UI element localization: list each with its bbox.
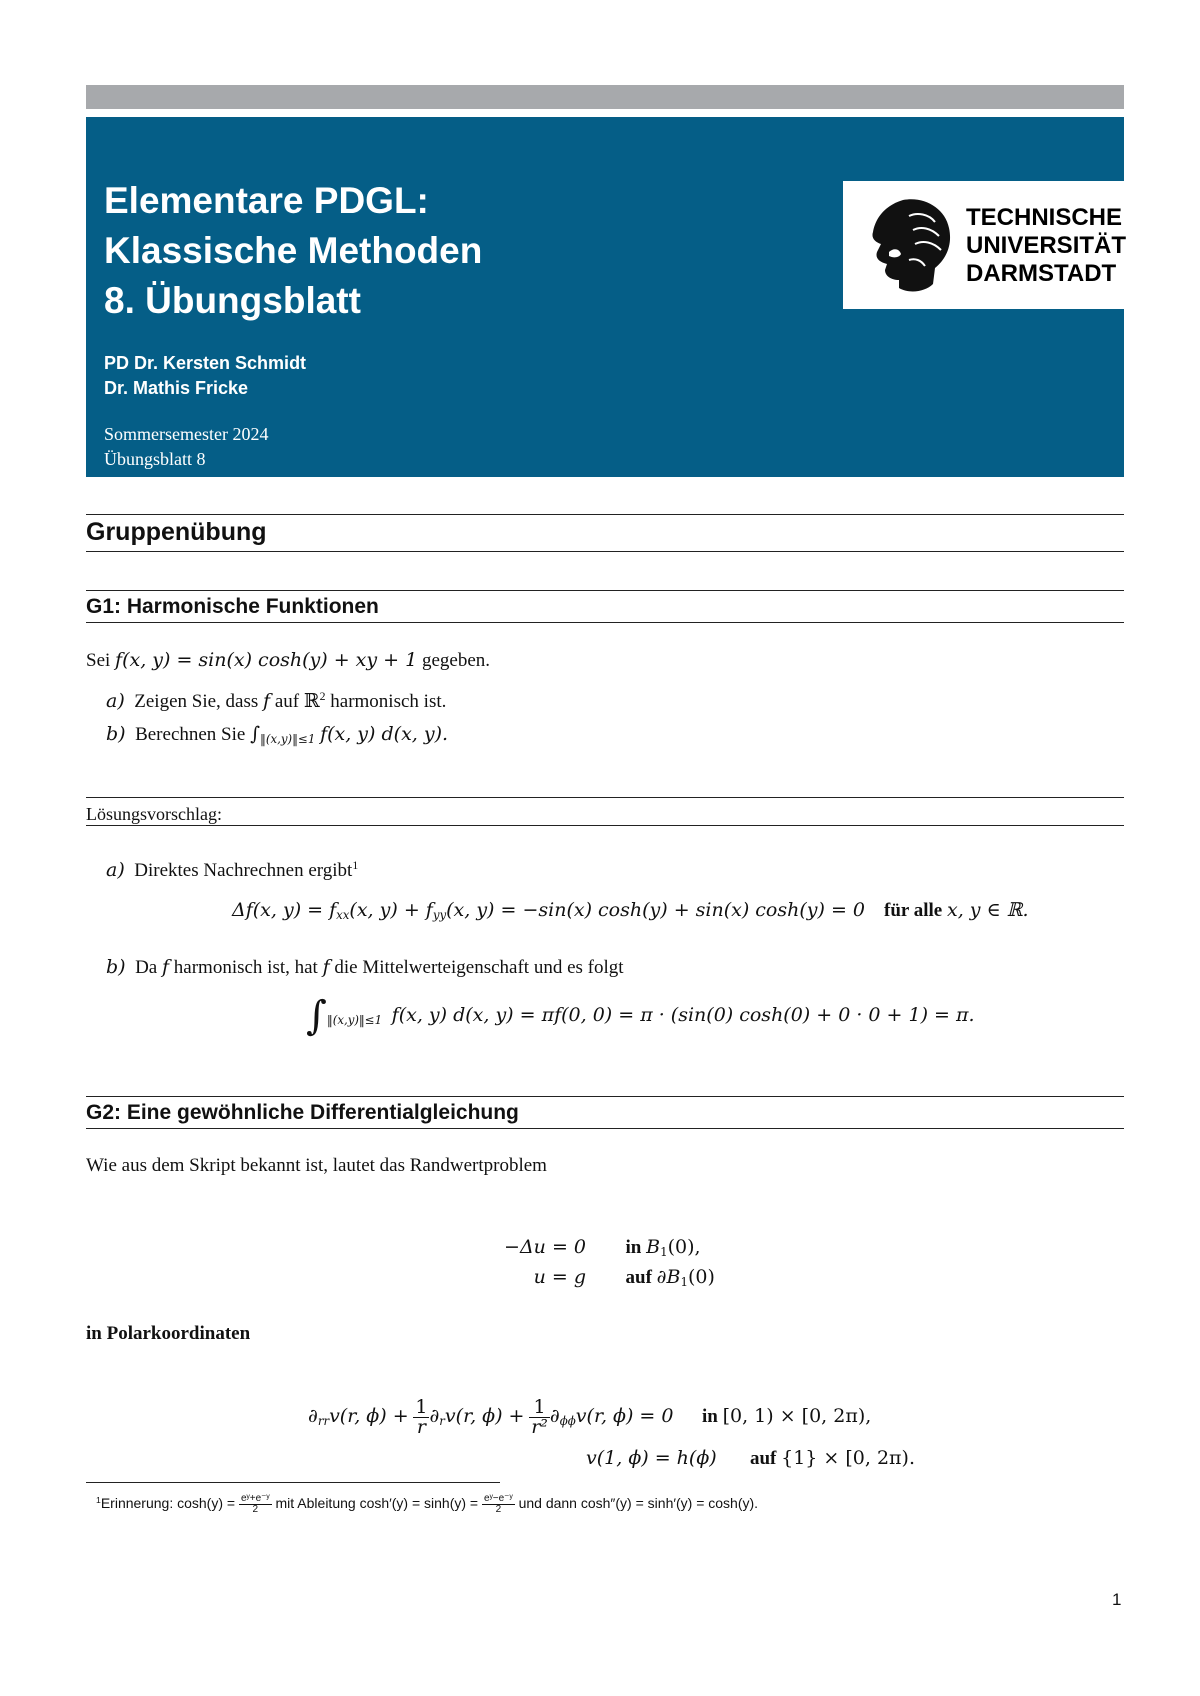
item-label: a) <box>106 690 125 713</box>
solution-label: Lösungsvorschlag: <box>86 804 222 824</box>
item-label: a) <box>106 859 125 882</box>
math-formula: f(x, y) = sin(x) cosh(y) + xy + 1 <box>115 649 418 671</box>
fraction: $\frac{\text{eʸ+e⁻ʸ}}{2}$ <box>240 1493 270 1515</box>
author-2: Dr. Mathis Fricke <box>104 378 249 398</box>
header-top-bar <box>86 85 1124 109</box>
bvp-equation-1: −Δu = 0 in $B_1(0)$, <box>504 1236 701 1259</box>
logo-line-1: TECHNISCHE <box>966 204 1123 231</box>
laplace-equation: Δf(x, $y) = f_{xx}(x$, $y) + f_{yy}(x$, y) = −sin(x) cosh(y) + sin(x) cosh(y) = 0 für alle x, y ∈ ℝ. <box>232 899 1029 922</box>
g1-intro: Sei f(x, y) = sin(x) cosh(y) + xy + 1 gegeben. <box>86 649 491 671</box>
fraction: $\frac{1}{\text{r²}}$ <box>531 1396 548 1438</box>
rule <box>86 1096 1124 1097</box>
polar-equation-2: v(1, ϕ) = h(ϕ) auf {1} × [0, 2π). <box>586 1447 915 1469</box>
footnote-mark: 1 <box>352 859 359 872</box>
author-1: PD Dr. Kersten Schmidt <box>104 353 307 373</box>
solution-part-b: b) Da f harmonisch ist, hat f die Mittelwerteigenschaft und es folgt <box>106 956 624 978</box>
rule <box>86 622 1124 623</box>
title-line-1: Elementare PDGL: <box>104 180 429 221</box>
rule <box>86 825 1124 826</box>
athena-head-icon <box>869 196 957 294</box>
g1-title: G1: Harmonische Funktionen <box>86 595 379 618</box>
logo-line-3: DARMSTADT <box>966 260 1117 287</box>
page-number: 1 <box>1112 1590 1122 1609</box>
rule <box>86 590 1124 591</box>
g1-part-a: a) Zeigen Sie, dass f auf ℝ$^2$ harmonisch ist. <box>106 690 447 713</box>
solution-part-a: a) Direktes Nachrechnen ergibt$^1$ <box>106 859 359 882</box>
footnote-mark: 1 <box>96 1495 101 1505</box>
bvp-equation-2: u = g auf $\partial B_1(0)$ <box>533 1266 715 1289</box>
item-label: b) <box>106 956 126 978</box>
university-name <box>966 204 1126 288</box>
item-label: b) <box>106 723 126 745</box>
semester: Sommersemester 2024 <box>104 424 269 444</box>
g1-part-b: b) Berechnen Sie $\int_{‖(x,y)‖\le 1}$ f(x, y) d(x, y). <box>106 723 449 746</box>
semester-info <box>104 422 268 472</box>
rule <box>86 1128 1124 1129</box>
fraction: $\frac{1}{r}$ <box>415 1396 428 1438</box>
polar-label: in Polarkoordinaten <box>86 1323 251 1344</box>
polar-equation-1: $\partial_{rr}v(r$, ϕ) + $\frac{1}{r}$ $\partial_rv(r$, ϕ) + $\frac{1}{\text{r²}}$ $\partial_{\phi\phi}v(r$, ϕ) = 0 in [0, 1) × [0, 2π), <box>308 1396 872 1438</box>
authors <box>104 351 306 401</box>
g2-title: G2: Eine gewöhnliche Differentialgleichung <box>86 1101 519 1124</box>
title-line-2: Klassische Methoden <box>104 230 483 271</box>
logo-line-2: UNIVERSITÄT <box>966 232 1127 259</box>
title-line-3: 8. Übungsblatt <box>104 280 361 321</box>
rule <box>86 551 1124 552</box>
g2-intro: Wie aus dem Skript bekannt ist, lautet das Randwertproblem <box>86 1155 547 1176</box>
footnote: $^1$Erinnerung: cosh(y) = $\frac{\text{eʸ+e⁻ʸ}}{2}$ mit Ableitung cosh′(y) = sinh(y) = $\frac{\text{eʸ−e⁻ʸ}}{2}$ und dann cosh″(y) = sinh′(y) = cosh(y). <box>96 1493 759 1515</box>
sheet-number: Übungsblatt 8 <box>104 449 206 469</box>
section-title: Gruppenübung <box>86 518 267 546</box>
document-title <box>104 176 482 326</box>
rule <box>86 514 1124 515</box>
rule <box>86 797 1124 798</box>
mean-value-equation: $\int_{‖(x,y)‖\le 1}$ f(x, y) d(x, y) = πf(0, 0) = π · (sin(0) cosh(0) + 0 · 0 + 1) = π. <box>306 993 975 1039</box>
fraction: $\frac{\text{eʸ−e⁻ʸ}}{2}$ <box>484 1493 513 1515</box>
footnote-rule <box>86 1482 500 1483</box>
